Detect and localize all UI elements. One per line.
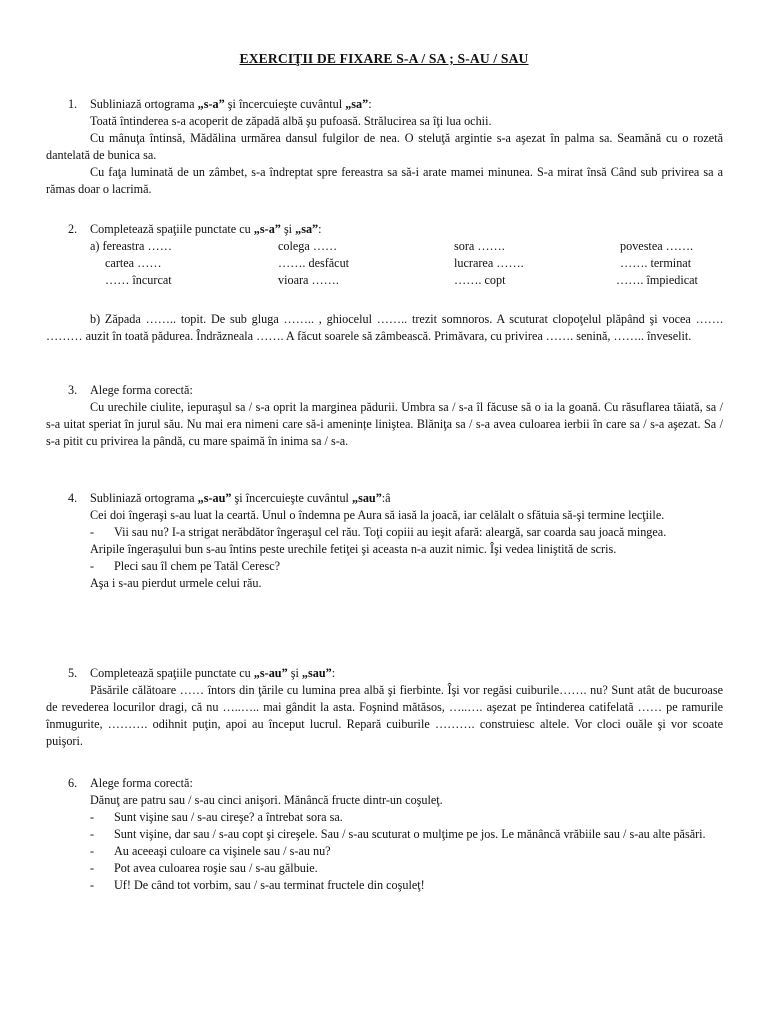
page-title: EXERCIŢII DE FIXARE S-A / SA ; S-AU / SAU [239, 51, 529, 66]
exercise-3-paragraph: Cu urechile ciulite, iepuraşul sa / s-a oprit la marginea pădurii. Umbra sa / s-a îl făcuse să o ia la goană. Cu răsuflarea tăiată, sa / s-a uitat speriat în jurul său. Nu mai era nimeni care să-i amenințe liniştea. Blăniţa sa / s-a avea culoarea ierbii în care sa / s-a aşezat. Sa / s-a pitit cu privirea la pândă, cu mare spaimă în inima sa / s-a. [46, 400, 723, 448]
fill-row [46, 238, 723, 255]
fill-cell: a) fereastra …… [90, 239, 172, 253]
exercise-2-instruction: 2. Completează spaţiile punctate cu „s-a” şi „sa”: [68, 222, 322, 236]
exercise-4 [46, 490, 723, 592]
fill-cell: sora ……. [454, 239, 505, 253]
exercise-1 [46, 96, 723, 198]
exercise-1-instruction: 1. Subliniază ortograma „s-a” şi încercuieşte cuvântul „sa”: [68, 97, 372, 111]
exercise-3-instruction: 3. Alege forma corectă: [68, 383, 193, 397]
exercise-4-paragraph: Aşa i s-au pierdut urmele celui rău. [90, 576, 262, 590]
fill-cell: ……. terminat [620, 256, 692, 270]
choice-item: - Uf! De când tot vorbim, sau / s-au terminat fructele din coşuleţ! [90, 878, 425, 892]
exercise-1-paragraph: Cu faţa luminată de un zâmbet, s-a îndreptat spre fereastra sa să-i arate mamei minunea. S-a mirat însă Când sub privirea sa a rămas doar o lacrimă. [46, 165, 723, 196]
dialogue-line: - Pleci sau îl chem pe Tatăl Ceresc? [90, 559, 281, 573]
exercise-4-instruction: 4. Subliniază ortograma „s-au” şi încercuieşte cuvântul „sau”:â [68, 491, 391, 505]
exercise-2-paragraph: b) Zăpada …….. topit. De sub gluga …….. , ghiocelul …….. trezit somnoros. A scuturat clopoţelul plăpând şi vocea ……. ……… auzit în toată pădurea. Îndrăzneala ……. A făcut soarele să zâmbească. Primăvara, cu privirea ……. senină, …….. înveselit. [46, 312, 723, 343]
exercise-4-paragraph: Aripile îngeraşului bun s-au întins peste urechile fetiţei şi aceasta n-a auzit nimic. Îşi vedea liniştită de scris. [90, 542, 617, 556]
exercise-5-instruction: 5. Completează spaţiile punctate cu „s-au” şi „sau”: [68, 666, 336, 680]
fill-row [46, 255, 723, 272]
exercise-6-paragraph: Dănuţ are patru sau / s-au cinci anişori. Mănâncă fructe dintr-un coşuleţ. [90, 793, 443, 807]
exercise-6-instruction: 6. Alege forma corectă: [68, 776, 193, 790]
exercise-4-paragraph: Cei doi îngeraşi s-au luat la ceartă. Unul o îndemna pe Aura să iasă la joacă, iar celălalt o sfătuia să-şi termine lecţiile. [90, 508, 665, 522]
fill-cell: povestea ……. [620, 239, 694, 253]
exercise-1-paragraph: Cu mânuţa întinsă, Mădălina urmărea dansul fulgilor de nea. O steluţă argintie s-a aşezat în palma sa. Seamănă cu o rozetă dantelată de bunica sa. [46, 131, 723, 162]
exercise-2-part-b [46, 311, 723, 345]
exercise-5-paragraph: Păsările călătoare …… întors din ţările cu lumina prea albă şi fierbinte. Îşi vor regăsi cuiburile……. nu? Sunt atât de bucuroase de revederea locurilor dragi, că nu …..….. mai gândit la asta. Foşnind mătăsos, …..…. aşezat pe întinderea catifelată …… pe ramurile înmugurite, ………. odihnit puţin, apoi au început lucrul. Repară cuiburile ………. construiesc altele. Vor cloci ouăle şi vor scoate puişori. [46, 683, 723, 748]
fill-cell: vioara ……. [278, 273, 339, 287]
fill-row [46, 272, 723, 289]
exercise-2 [46, 221, 723, 289]
fill-cell: ……. copt [454, 273, 506, 287]
choice-item: - Pot avea culoarea roşie sau / s-au gălbuie. [90, 861, 318, 875]
exercise-1-paragraph: Toată întinderea s-a acoperit de zăpadă albă şu pufoasă. Strălucirea sa îţi lua ochii. [90, 114, 492, 128]
dialogue-line: - Vii sau nu? I-a strigat nerăbdător îngeraşul cel rău. Toţi copiii au ieşit afară: aleargă, sar coarda sau joacă mingea. [90, 525, 667, 539]
fill-cell: colega …… [278, 239, 338, 253]
exercise-5 [46, 665, 723, 750]
choice-item: - Au aceeaşi culoare ca vişinele sau / s-au nu? [90, 844, 331, 858]
choice-item: - Sunt vişine sau / s-au cireşe? a întrebat sora sa. [90, 810, 343, 824]
fill-cell: ……. împiedicat [616, 273, 698, 287]
exercise-3 [46, 382, 723, 450]
fill-cell: …… încurcat [105, 273, 172, 287]
fill-cell: cartea …… [105, 256, 162, 270]
exercise-6 [46, 775, 723, 894]
choice-item: - Sunt vişine, dar sau / s-au copt şi cireşele. Sau / s-au scuturat o mulţime pe jos. Le mănâncă vrăbiile sau / s-au alte păsări. [90, 827, 706, 841]
fill-cell: lucrarea ……. [454, 256, 524, 270]
fill-cell: ……. desfăcut [278, 256, 350, 270]
